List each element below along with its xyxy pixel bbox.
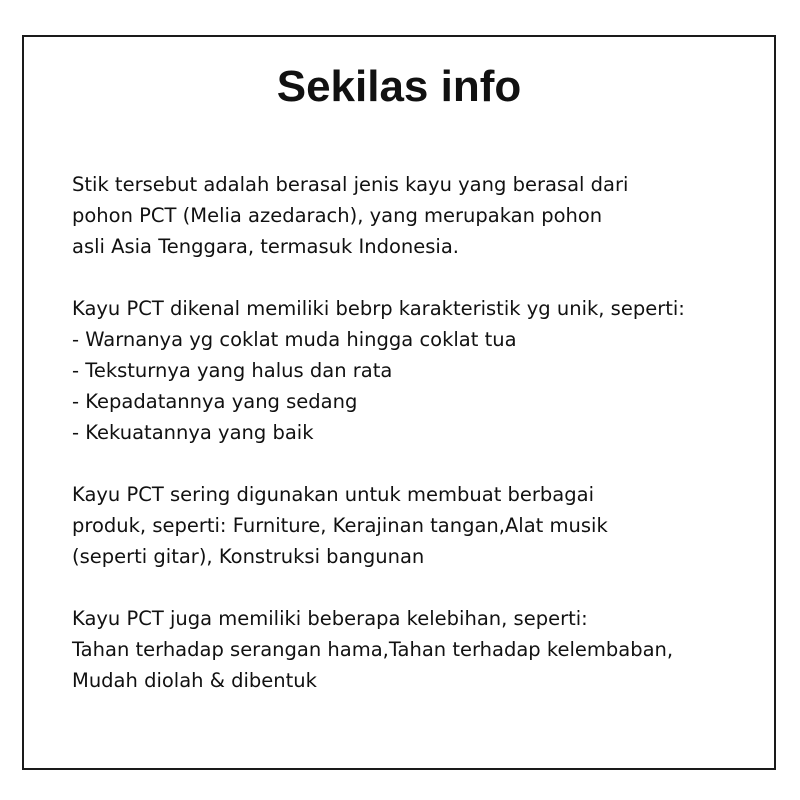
info-card [22,35,776,770]
paragraph-uses [72,479,772,572]
info-body [72,169,772,696]
list-item: - Teksturnya yang halus dan rata [72,359,393,382]
list-item: - Warnanya yg coklat muda hingga coklat tua [72,328,517,351]
text-line: Kayu PCT dikenal memiliki bebrp karakteristik yg unik, seperti: [72,297,685,320]
text-line: pohon PCT (Melia azedarach), yang merupakan pohon [72,204,603,227]
text-line: Kayu PCT sering digunakan untuk membuat berbagai [72,483,594,506]
paragraph-characteristics [72,293,772,448]
text-line: Tahan terhadap serangan hama,Tahan terhadap kelembaban, [72,638,674,661]
text-line: Stik tersebut adalah berasal jenis kayu yang berasal dari [72,173,629,196]
text-line: (seperti gitar), Konstruksi bangunan [72,545,425,568]
list-item: - Kepadatannya yang sedang [72,390,358,413]
page-title: Sekilas info [276,62,522,111]
paragraph-origin [72,169,772,262]
text-line: asli Asia Tenggara, termasuk Indonesia. [72,235,460,258]
list-item: - Kekuatannya yang baik [72,421,314,444]
paragraph-advantages [72,603,772,696]
text-line: Kayu PCT juga memiliki beberapa kelebihan, seperti: [72,607,588,630]
text-line: produk, seperti: Furniture, Kerajinan tangan,Alat musik [72,514,608,537]
text-line: Mudah diolah & dibentuk [72,669,317,692]
